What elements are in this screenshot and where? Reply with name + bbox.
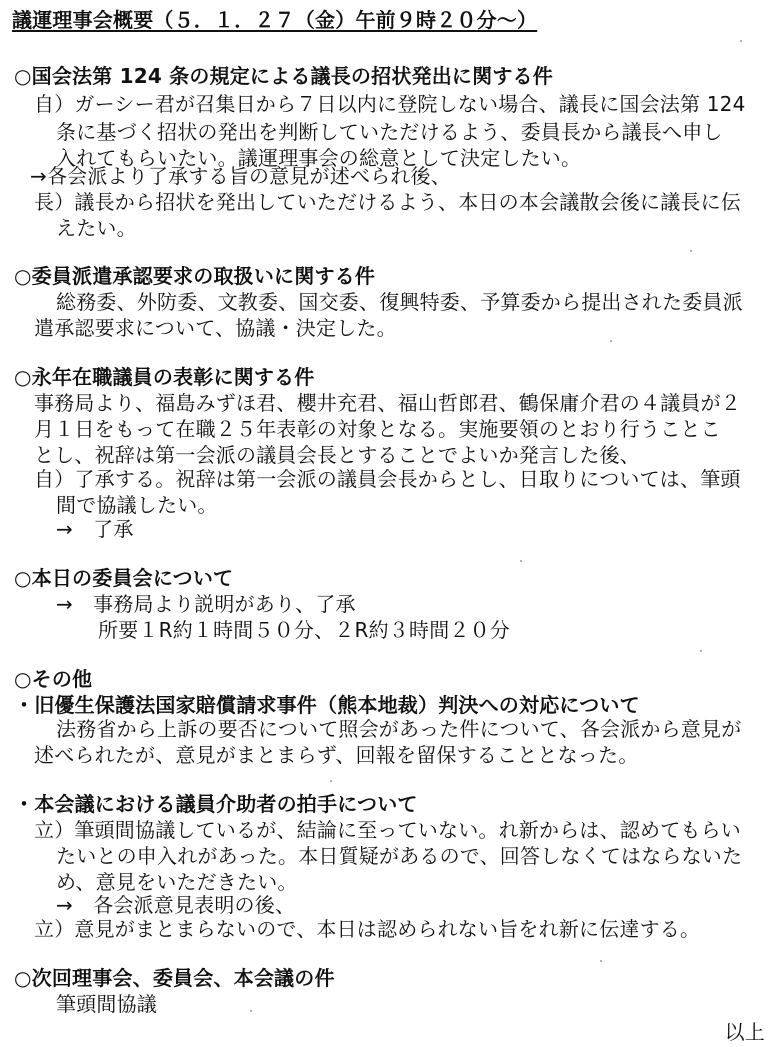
text-line: 事務局より、福島みずほ君、櫻井充君、福山哲郎君、鶴保庸介君の４議員が２	[34, 391, 741, 415]
text-line: 自）了承する。祝辞は第一会派の議員会長からとし、日取りについては、筆頭	[34, 467, 741, 491]
text-line: 所要１R約１時間５０分、２R約３時間２０分	[98, 618, 510, 642]
scan-speck	[740, 40, 742, 42]
text-line: 述べられたが、意見がまとまらず、回報を留保することとなった。	[34, 743, 639, 767]
text-line: 入れてもらいたい。議運理事会の総意として決定したい。	[56, 146, 582, 170]
text-line: 条に基づく招状の発出を判断していただけるよう、委員長から議長へ申し	[56, 120, 723, 144]
section-heading-dispatch: ○委員派遣承認要求の取扱いに関する件	[14, 264, 376, 288]
page-title: 議運理事会概要（５．１．２７（金）午前９時２０分～）	[12, 8, 538, 32]
text-line: とし、祝辞は第一会派の議員会長とすることでよいか発言した後、	[34, 443, 640, 467]
text-line: 自）ガーシー君が召集日から７日以内に登院しない場合、議長に国会法第 124	[34, 92, 746, 116]
text-line: 筆頭間協議	[56, 992, 157, 1016]
scan-speck	[330, 780, 332, 782]
text-line: たいとの申入れがあった。本日質疑があるので、回答しなくてはならないた	[56, 844, 743, 868]
text-line: → 了承	[56, 517, 134, 541]
scan-speck	[250, 1010, 252, 1012]
section-heading-next-meeting: ○次回理事会、委員会、本会議の件	[14, 966, 335, 990]
text-line: め、意見をいただきたい。	[56, 870, 298, 894]
text-line: 長）議長から招状を発出していただけるよう、本日の本会議散会後に議長に伝	[34, 190, 741, 214]
closing-remark: 以上	[724, 1020, 765, 1044]
subheading-eugenics-case: ・旧優生保護法国家賠償請求事件（熊本地裁）判決への対応について	[14, 693, 640, 717]
text-line: 間で協議したい。	[56, 493, 218, 517]
scan-speck	[610, 340, 612, 342]
text-line: → 各会派意見表明の後、	[56, 893, 296, 917]
scan-speck	[690, 250, 692, 252]
scan-speck	[520, 560, 522, 562]
text-line: 立）筆頭間協議しているが、結論に至っていない。れ新からは、認めてもらい	[34, 818, 741, 842]
section-heading-honors: ○永年在職議員の表彰に関する件	[14, 365, 315, 389]
text-line: 法務省から上訴の要否について照会があった件について、各会派から意見が	[56, 717, 742, 741]
section-heading-committee: ○本日の委員会について	[14, 566, 234, 590]
subheading-applause: ・本会議における議員介助者の拍手について	[14, 792, 418, 816]
text-line: えたい。	[56, 216, 137, 240]
text-line: 月１日をもって在職２５年表彰の対象となる。実施要領のとおり行うことこ	[34, 417, 721, 441]
scan-speck	[700, 650, 702, 652]
scan-speck	[600, 960, 602, 962]
text-line: 立）意見がまとまらないので、本日は認められない旨をれ新に伝達する。	[34, 917, 701, 941]
section-heading-other: ○その他	[14, 667, 93, 691]
text-line: 遣承認要求について、協議・決定した。	[34, 316, 397, 340]
text-line: 総務委、外防委、文教委、国交委、復興特委、予算委から提出された委員派	[56, 290, 743, 314]
text-line: → 事務局より説明があり、了承	[56, 592, 356, 616]
text-line: →各会派より了承する旨の意見が述べられ後、	[30, 164, 451, 188]
section-heading-summons: ○国会法第 124 条の規定による議長の招状発出に関する件	[14, 64, 553, 88]
